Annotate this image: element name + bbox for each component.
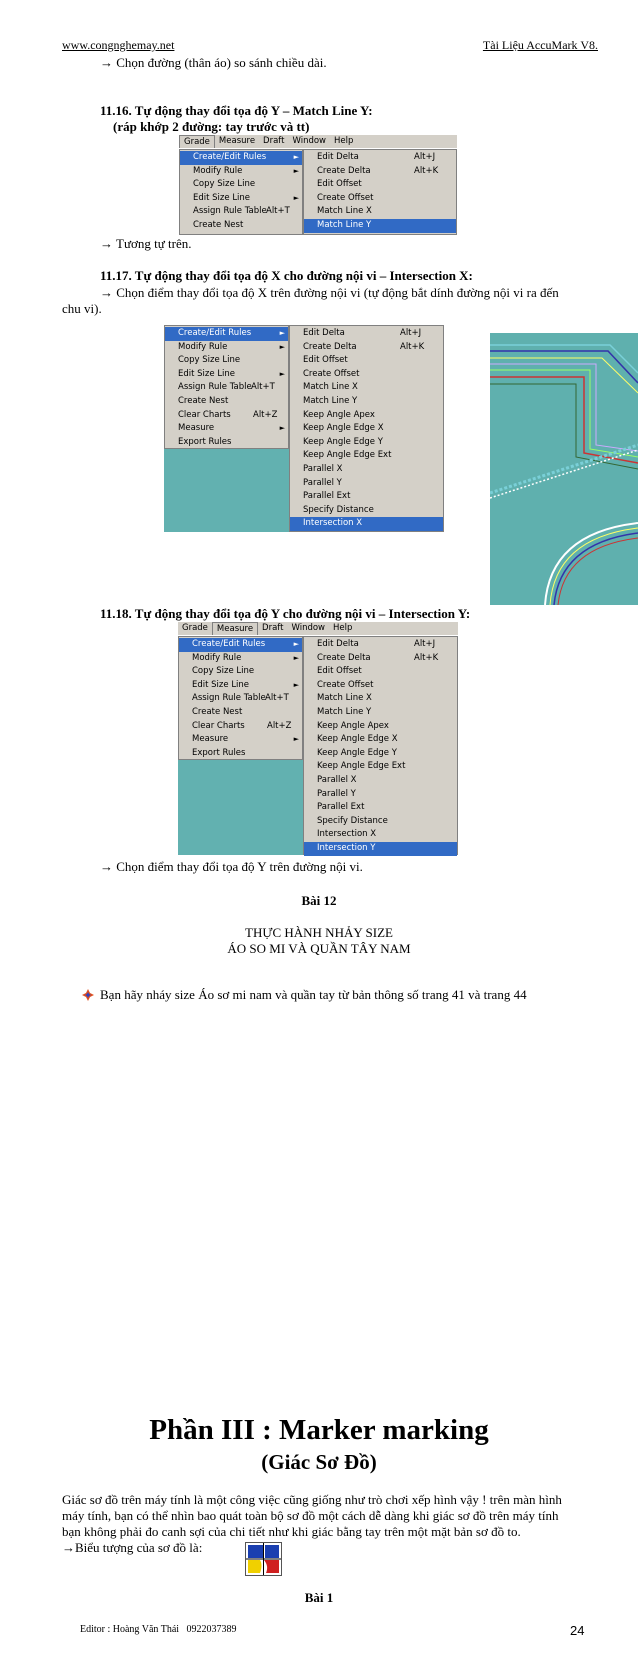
submenu-keep-angle-edge-y[interactable]: Keep Angle Edge Y	[317, 747, 397, 758]
submenu-edit-offset[interactable]: Edit Offset	[317, 179, 362, 190]
menu-item-assign-rule-table[interactable]: Assign Rule Table Alt+T	[192, 693, 289, 704]
marker-icon-label: →Biểu tượng của sơ đồ là:	[62, 1540, 203, 1555]
workspace-area	[164, 449, 289, 532]
submenu-keep-angle-edge-x[interactable]: Keep Angle Edge X	[317, 734, 398, 745]
submenu-edit-delta[interactable]: Edit Delta Alt+J	[317, 639, 436, 649]
submenu-intersection-x[interactable]: Intersection X	[290, 517, 443, 531]
menubar	[178, 622, 458, 636]
section-11-16-note: → Tương tự trên.	[100, 236, 192, 251]
menu-item-copy-size-line[interactable]: Copy Size Line	[178, 355, 241, 366]
submenu-keep-angle-edge-ext[interactable]: Keep Angle Edge Ext	[303, 450, 392, 461]
menubar	[179, 135, 457, 149]
menu-screenshot-2	[164, 325, 444, 532]
submenu-keep-angle-apex[interactable]: Keep Angle Apex	[317, 720, 389, 731]
submenu-edit-offset[interactable]: Edit Offset	[317, 666, 362, 677]
menu-window[interactable]: Window	[291, 623, 325, 633]
submenu-keep-angle-edge-y[interactable]: Keep Angle Edge Y	[303, 436, 383, 447]
part-3-title: Phần III : Marker marking	[149, 1414, 489, 1446]
menu-window[interactable]: Window	[292, 136, 326, 146]
menu-item-copy-size-line[interactable]: Copy Size Line	[192, 666, 255, 677]
submenu-match-line-y[interactable]: Match Line Y	[304, 219, 456, 233]
menu-draft[interactable]: Draft	[262, 623, 284, 633]
menu-draft[interactable]: Draft	[263, 136, 285, 146]
submenu-match-line-x[interactable]: Match Line X	[317, 693, 372, 704]
menu-measure[interactable]: Measure	[212, 622, 258, 635]
lesson-12-title-line1: THỰC HÀNH NHẢY SIZE	[245, 925, 393, 940]
submenu-intersection-x[interactable]: Intersection X	[317, 829, 377, 840]
submenu-create-delta[interactable]: Create Delta Alt+K	[303, 341, 425, 352]
menu-item-edit-size-line[interactable]: Edit Size Line ►	[178, 368, 285, 379]
intro-line: → Chọn đường (thân áo) so sánh chiều dài.	[100, 55, 327, 70]
menu-item-create-nest[interactable]: Create Nest	[193, 219, 244, 230]
section-11-18-title: 11.18. Tự động thay đổi tọa độ Y cho đường nội vi – Intersection Y:	[100, 606, 471, 621]
menu-item-create-nest[interactable]: Create Nest	[192, 706, 243, 717]
pattern-lines-image	[490, 333, 638, 605]
section-11-16-subtitle: (ráp khớp 2 đường: tay trước và tt)	[113, 119, 310, 134]
menu-item-copy-size-line[interactable]: Copy Size Line	[193, 179, 256, 190]
menu-item-create-edit-rules[interactable]: Create/Edit Rules ►	[165, 327, 288, 341]
submenu-create-delta[interactable]: Create Delta Alt+K	[317, 165, 439, 176]
section-11-17-title: 11.17. Tự động thay đổi tọa độ X cho đường nội vi – Intersection X:	[100, 268, 473, 283]
menu-help[interactable]: Help	[333, 623, 353, 633]
footer-editor: Editor : Hoàng Văn Thái 0922037389	[80, 1624, 237, 1635]
lesson-12-title-line2: ÁO SO MI VÀ QUẦN TÂY NAM	[227, 941, 411, 956]
submenu-edit-delta[interactable]: Edit Delta Alt+J	[317, 152, 436, 162]
intro-paragraph-3: bạn không phải đo canh sợi của chi tiết như khi giác bằng tay trên một mặt bản sơ đồ to.	[62, 1524, 521, 1539]
submenu-specify-distance[interactable]: Specify Distance	[303, 504, 374, 515]
menu-item-clear-charts[interactable]: Clear Charts Alt+Z	[178, 409, 278, 420]
submenu-keep-angle-edge-x[interactable]: Keep Angle Edge X	[303, 423, 384, 434]
page-number: 24	[570, 1623, 585, 1638]
submenu-specify-distance[interactable]: Specify Distance	[317, 815, 388, 826]
rules-submenu	[303, 636, 458, 855]
menu-item-create-nest[interactable]: Create Nest	[178, 395, 229, 406]
website-link[interactable]: www.congnghemay.net	[62, 38, 175, 52]
menu-item-modify-rule[interactable]: Modify Rule ►	[178, 341, 285, 352]
submenu-match-line-y[interactable]: Match Line Y	[317, 706, 372, 717]
menu-help[interactable]: Help	[334, 136, 354, 146]
menu-item-assign-rule-table[interactable]: Assign Rule Table Alt+T	[178, 382, 275, 393]
submenu-create-offset[interactable]: Create Offset	[317, 679, 374, 690]
menu-item-clear-charts[interactable]: Clear Charts Alt+Z	[192, 720, 292, 731]
menu-item-measure[interactable]: Measure ►	[178, 423, 285, 434]
intro-paragraph-1: Giác sơ đồ trên máy tính là một công việc cũng giống như trò chơi xếp hình vậy ! trên màn hình	[62, 1492, 562, 1507]
menu-item-edit-size-line[interactable]: Edit Size Line ►	[193, 192, 299, 203]
submenu-parallel-ext[interactable]: Parallel Ext	[317, 802, 365, 813]
menu-item-modify-rule[interactable]: Modify Rule ►	[193, 165, 299, 176]
part-3-subtitle: (Giác Sơ Đồ)	[261, 1450, 377, 1474]
menu-grade[interactable]: Grade	[182, 623, 208, 633]
rules-submenu	[289, 325, 444, 532]
menu-screenshot-1	[179, 135, 457, 235]
rules-submenu	[303, 149, 457, 235]
submenu-create-offset[interactable]: Create Offset	[303, 368, 360, 379]
section-11-16-title: 11.16. Tự động thay đổi tọa độ Y – Match Line Y:	[100, 103, 373, 118]
submenu-match-line-x[interactable]: Match Line X	[317, 206, 372, 217]
submenu-match-line-y[interactable]: Match Line Y	[303, 395, 358, 406]
submenu-edit-offset[interactable]: Edit Offset	[303, 355, 348, 366]
menu-item-export-rules[interactable]: Export Rules	[178, 436, 232, 447]
intro-paragraph-2: máy tính, bạn có thể nhìn bao quát toàn bộ sơ đồ một cách dễ dàng khi giác sơ đồ trên máy tính	[62, 1508, 559, 1523]
menu-item-edit-size-line[interactable]: Edit Size Line ►	[192, 679, 299, 690]
submenu-parallel-y[interactable]: Parallel Y	[303, 477, 342, 488]
bullet-icon	[82, 988, 94, 1000]
menu-item-measure[interactable]: Measure ►	[192, 734, 299, 745]
lesson-12-heading: Bài 12	[301, 893, 337, 908]
section-11-17-desc-cont: chu vi).	[62, 301, 102, 316]
menu-grade[interactable]: Grade	[179, 135, 215, 148]
submenu-keep-angle-edge-ext[interactable]: Keep Angle Edge Ext	[317, 761, 406, 772]
exercise-instruction: Bạn hãy nháy size Áo sơ mi nam và quần tay từ bản thông số trang 41 và trang 44	[100, 987, 527, 1002]
grade-dropdown	[164, 325, 289, 449]
grade-dropdown	[178, 636, 303, 760]
grade-dropdown	[179, 149, 303, 235]
menu-screenshot-3	[178, 622, 458, 855]
submenu-intersection-y[interactable]: Intersection Y	[304, 842, 457, 856]
menu-item-assign-rule-table[interactable]: Assign Rule Table Alt+T	[193, 206, 290, 217]
submenu-parallel-y[interactable]: Parallel Y	[317, 788, 356, 799]
submenu-parallel-x[interactable]: Parallel X	[303, 463, 343, 474]
doc-title: Tài Liệu AccuMark V8.	[482, 38, 598, 52]
submenu-parallel-x[interactable]: Parallel X	[317, 774, 357, 785]
menu-item-create-edit-rules[interactable]: Create/Edit Rules ►	[179, 638, 302, 652]
menu-item-create-edit-rules[interactable]: Create/Edit Rules ►	[180, 151, 302, 165]
pattern-cad-view	[490, 333, 638, 605]
menu-item-export-rules[interactable]: Export Rules	[192, 747, 246, 758]
submenu-keep-angle-apex[interactable]: Keep Angle Apex	[303, 409, 375, 420]
submenu-match-line-x[interactable]: Match Line X	[303, 382, 358, 393]
lesson-1-heading: Bài 1	[304, 1590, 334, 1605]
submenu-create-offset[interactable]: Create Offset	[317, 192, 374, 203]
section-11-18-note: → Chọn điểm thay đổi tọa độ Y trên đường nội vi.	[100, 859, 363, 874]
submenu-create-delta[interactable]: Create Delta Alt+K	[317, 652, 439, 663]
marker-icon	[245, 1542, 282, 1576]
section-11-17-desc: → Chọn điểm thay đổi tọa độ X trên đường nội vi (tự động bắt dính đường nội vi ra đến	[100, 285, 559, 300]
menu-measure[interactable]: Measure	[218, 136, 256, 146]
submenu-edit-delta[interactable]: Edit Delta Alt+J	[303, 328, 422, 338]
workspace-area	[178, 760, 303, 855]
submenu-parallel-ext[interactable]: Parallel Ext	[303, 491, 351, 502]
menu-item-modify-rule[interactable]: Modify Rule ►	[192, 652, 299, 663]
